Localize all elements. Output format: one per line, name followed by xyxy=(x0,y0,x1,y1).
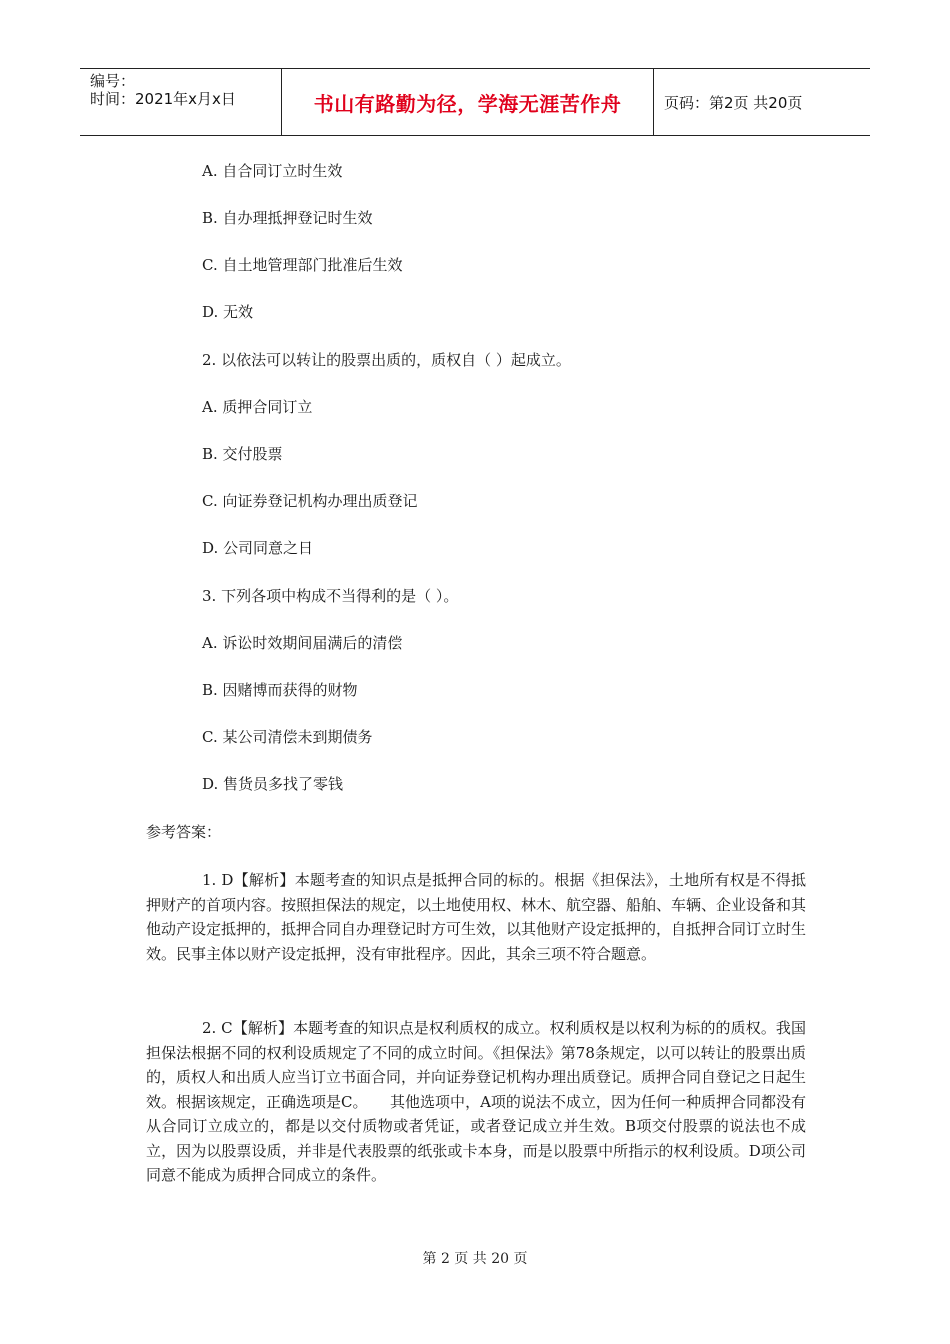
option-line: D. 售货员多找了零钱 xyxy=(202,775,344,793)
option-line: B. 交付股票 xyxy=(202,445,283,463)
question-line: 2. 以依法可以转让的股票出质的，质权自（ ）起成立。 xyxy=(202,351,571,369)
question-line: 3. 下列各项中构成不当得利的是（ ）。 xyxy=(202,587,459,605)
header-meta xyxy=(80,69,282,135)
explanation-paragraph: 2. C【解析】本题考查的知识点是权利质权的成立。权利质权是以权利为标的的质权。我国担保法根据不同的权利设质规定了不同的成立时间。《担保法》第78条规定，以可以转让的股票出质的，质权人和出质人应当订立书面合同，并向证券登记机构办理出质登记。质押合同自登记之日起生效。根据该规定，正确选项是C。 其他选项中，A项的说法不成立，因为任何一种质押合同都没有从合同订立成立的，都是以交付质物或者凭证，或者登记成立并生效。B项交付股票的说法也不成立，因为以股票设质，并非是代表股票的纸张或卡本身，而是以股票中所指示的权利设质。D项公司同意不能成为质押合同成立的条件。 xyxy=(146,1019,807,1184)
option-line: A. 诉讼时效期间届满后的清偿 xyxy=(202,634,403,652)
option-line: A. 质押合同订立 xyxy=(202,398,313,416)
page-header xyxy=(80,68,870,136)
option-line: D. 无效 xyxy=(202,303,254,321)
option-line: A. 自合同订立时生效 xyxy=(202,162,343,180)
number-label: 编号： xyxy=(90,72,136,90)
option-line: D. 公司同意之日 xyxy=(202,539,314,557)
option-line: C. 某公司清偿未到期债务 xyxy=(202,728,373,746)
option-line: C. 自土地管理部门批准后生效 xyxy=(202,256,403,274)
option-line: B. 自办理抵押登记时生效 xyxy=(202,209,373,227)
header-motto: 书山有路勤为径，学海无涯苦作舟 xyxy=(282,69,654,135)
answer-label: 参考答案： xyxy=(146,823,222,841)
explanation-paragraph: 1. D【解析】本题考查的知识点是抵押合同的标的。根据《担保法》，土地所有权是不得抵押财产的首项内容。按照担保法的规定，以土地使用权、林木、航空器、船舶、车辆、企业设备和其他动产设定抵押的，抵押合同自办理登记时方可生效，以其他财产设定抵押的，自抵押合同订立时生效。民事主体以财产设定抵押，没有审批程序。因此，其余三项不符合题意。 xyxy=(146,871,807,963)
time-label: 时间：2021年x月x日 xyxy=(90,90,236,108)
option-line: B. 因赌博而获得的财物 xyxy=(202,681,358,699)
header-page-info: 页码：第2页 共20页 xyxy=(664,93,803,112)
option-line: C. 向证券登记机构办理出质登记 xyxy=(202,492,418,510)
page-footer: 第 2 页 共 20 页 xyxy=(422,1251,528,1267)
